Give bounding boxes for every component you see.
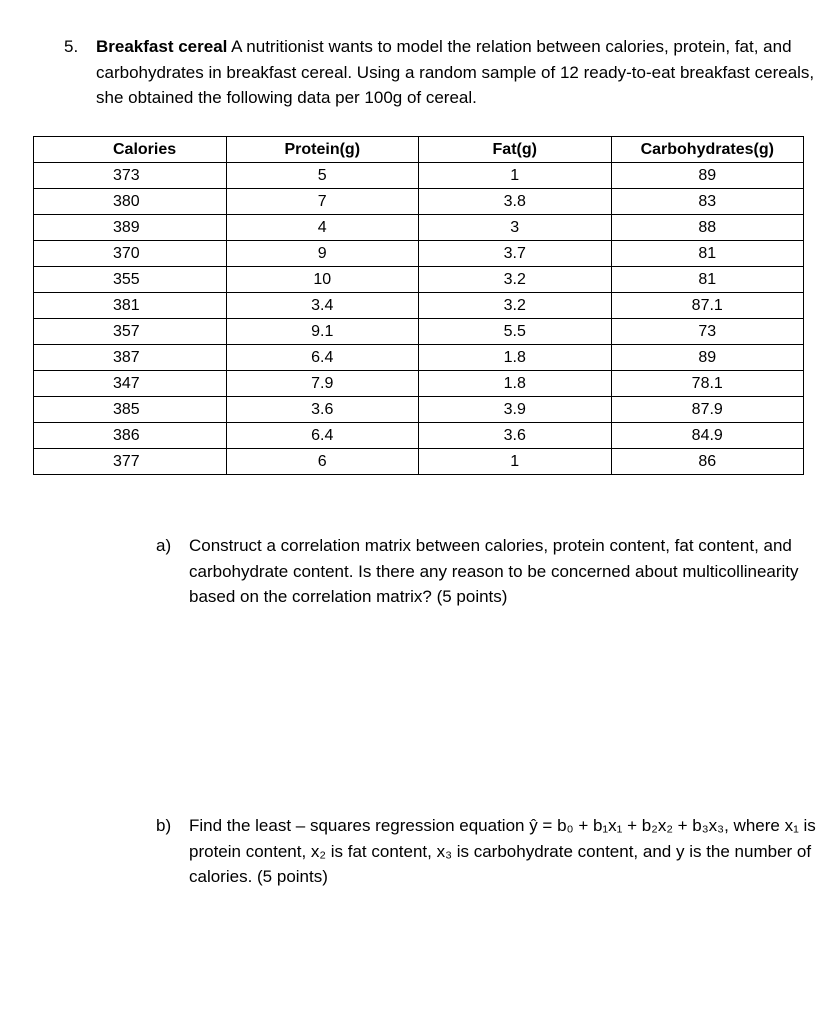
cell-carbohydrates: 89 [611,345,804,371]
cell-calories: 385 [34,397,227,423]
table-row [34,345,804,371]
cell-carbohydrates: 81 [611,241,804,267]
cell-fat: 1.8 [419,345,612,371]
problem-title: Breakfast cereal [96,37,228,56]
cell-carbohydrates: 81 [611,267,804,293]
problem-body [96,34,824,111]
cell-fat: 3.2 [419,293,612,319]
table-row [34,189,804,215]
cell-protein: 5 [226,163,419,189]
cell-protein: 6.4 [226,345,419,371]
cell-calories: 380 [34,189,227,215]
header-carbohydrates: Carbohydrates(g) [611,137,804,163]
header-calories: Calories [34,137,227,163]
cell-carbohydrates: 86 [611,449,804,475]
cell-protein: 9 [226,241,419,267]
cell-calories: 386 [34,423,227,449]
cell-fat: 5.5 [419,319,612,345]
cell-fat: 3.6 [419,423,612,449]
cell-calories: 347 [34,371,227,397]
cell-protein: 6.4 [226,423,419,449]
cell-protein: 4 [226,215,419,241]
cell-calories: 387 [34,345,227,371]
table-row [34,397,804,423]
cell-calories: 357 [34,319,227,345]
cell-calories: 355 [34,267,227,293]
cell-protein: 9.1 [226,319,419,345]
cell-fat: 1 [419,449,612,475]
table-row [34,215,804,241]
cell-carbohydrates: 87.1 [611,293,804,319]
problem-text: A nutritionist wants to model the relation between calories, protein, fat, and carbohydrates in breakfast cereal. Using a random sample of 12 ready-to-eat breakfast cereals, she obtained the following data per 100g of cereal. [96,37,815,107]
cell-protein: 6 [226,449,419,475]
table-row [34,319,804,345]
question-a-label: a) [156,536,172,555]
table-row [34,371,804,397]
cereal-data-table [33,136,804,475]
cell-carbohydrates: 84.9 [611,423,804,449]
cell-carbohydrates: 78.1 [611,371,804,397]
question-b-label: b) [156,816,172,835]
cell-protein: 3.6 [226,397,419,423]
table-row [34,423,804,449]
table-row [34,241,804,267]
cell-calories: 377 [34,449,227,475]
question-a-text: Construct a correlation matrix between calories, protein content, fat content, and carbohydrate content. Is there any reason to be concerned about multicollinearity based on the correlation matrix? (5 points) [189,536,799,606]
cell-fat: 3.7 [419,241,612,267]
header-fat: Fat(g) [419,137,612,163]
cell-calories: 389 [34,215,227,241]
cell-carbohydrates: 87.9 [611,397,804,423]
question-a [156,533,816,610]
cell-protein: 3.4 [226,293,419,319]
cell-fat: 3.9 [419,397,612,423]
cell-carbohydrates: 89 [611,163,804,189]
table-row [34,449,804,475]
cell-carbohydrates: 88 [611,215,804,241]
header-protein: Protein(g) [226,137,419,163]
cell-protein: 10 [226,267,419,293]
cell-carbohydrates: 83 [611,189,804,215]
cell-fat: 3.2 [419,267,612,293]
cell-fat: 3.8 [419,189,612,215]
cell-calories: 373 [34,163,227,189]
problem-statement [64,34,824,111]
cell-protein: 7 [226,189,419,215]
problem-number: 5. [64,37,79,56]
cell-calories: 370 [34,241,227,267]
cell-fat: 1.8 [419,371,612,397]
table-row [34,163,804,189]
table-header-row [34,137,804,163]
cell-fat: 1 [419,163,612,189]
table-row [34,293,804,319]
cell-fat: 3 [419,215,612,241]
cell-calories: 381 [34,293,227,319]
cell-carbohydrates: 73 [611,319,804,345]
table-row [34,267,804,293]
cell-protein: 7.9 [226,371,419,397]
question-b-text: Find the least – squares regression equation ŷ = b₀ + b₁x₁ + b₂x₂ + b₃x₃, where x₁ is protein content, x₂ is fat content, x₃ is carbohydrate content, and y is the number of calories. (5 points) [189,816,816,886]
question-b [156,813,816,890]
